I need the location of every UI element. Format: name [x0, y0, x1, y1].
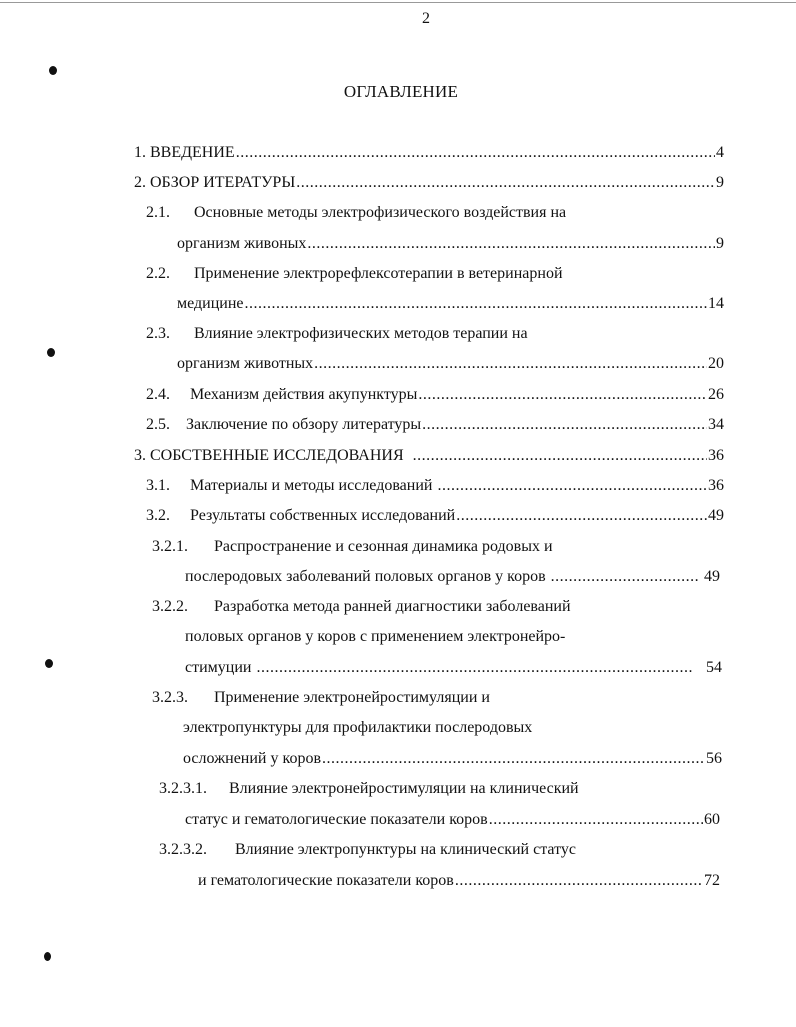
toc-page: 54 [706, 659, 722, 676]
toc-entry-2-3-line1[interactable] [146, 323, 528, 345]
toc-number: 2.1. [146, 204, 170, 221]
leader-dots [236, 142, 715, 164]
toc-entry-3-2-1-line1[interactable] [152, 536, 553, 558]
punch-mark [44, 952, 51, 961]
toc-number: 2.2. [146, 265, 170, 282]
toc-title-cont: статус и гематологические показатели коров [185, 811, 488, 828]
toc-number: 2.3. [146, 325, 170, 342]
toc-number: 3.2.1. [152, 538, 188, 555]
page-title: ОГЛАВЛЕНИЕ [343, 82, 459, 101]
toc-number: 3.1. [146, 477, 170, 494]
toc-page: 9 [716, 235, 724, 252]
toc-entry-2-5[interactable] [146, 414, 724, 436]
toc-page: 72 [704, 872, 720, 889]
toc-entry-3-2-3-2-line1[interactable] [159, 839, 576, 861]
toc-number: 2.5. [146, 416, 170, 433]
toc-page: 36 [708, 447, 724, 464]
toc-entry-2-2-line2[interactable] [177, 293, 724, 315]
leader-dots [245, 293, 707, 315]
toc-title: Распространение и сезонная динамика родовых и [214, 538, 553, 555]
leader-dots [418, 384, 707, 406]
toc-page: 49 [704, 568, 720, 585]
toc-entry-3-2-3-1-line1[interactable] [159, 778, 579, 800]
toc-page: 26 [708, 386, 724, 403]
toc-number: 3.2. [146, 507, 170, 524]
toc-page: 34 [708, 416, 724, 433]
toc-entry-3-2-2-line2[interactable] [185, 626, 565, 648]
toc-entry-3-1[interactable] [146, 475, 724, 497]
toc-page: 56 [706, 750, 722, 767]
toc-title: ОБЗОР ИТЕРАТУРЫ [150, 174, 296, 191]
toc-entry-3-2-3-line2[interactable] [183, 717, 532, 739]
toc-entry-3-2-2-line1[interactable] [152, 596, 571, 618]
toc-title: Применение электрорефлексотерапии в ветеринарной [194, 265, 563, 282]
toc-title: Применение электронейростимуляции и [214, 689, 490, 706]
page-number: 2 [422, 10, 430, 27]
punch-mark [49, 66, 57, 75]
toc-page: 60 [704, 811, 720, 828]
toc-entry-3-2-3-line1[interactable] [152, 687, 490, 709]
toc-number: 3.2.3. [152, 689, 188, 706]
toc-title: Влияние электрофизических методов терапии на [194, 325, 528, 342]
toc-entry-3-2-3-line3[interactable] [183, 748, 722, 770]
toc-title: ВВЕДЕНИЕ [150, 144, 235, 161]
toc-title: Механизм действия акупунктуры [190, 386, 418, 403]
leader-dots [551, 566, 699, 588]
toc-title-cont: послеродовых заболеваний половых органов у коров [185, 568, 546, 585]
toc-entry-2-1-line1[interactable] [146, 202, 566, 224]
toc-entry-3-2[interactable] [146, 505, 724, 527]
leader-dots [422, 414, 707, 436]
toc-title: Влияние электропунктуры на клинический статус [235, 841, 576, 858]
toc-title-cont: организм животных [177, 355, 314, 372]
toc-entry-2-4[interactable] [146, 384, 724, 406]
toc-title-cont: организм живоных [177, 235, 307, 252]
leader-dots [296, 172, 715, 194]
toc-title-cont: медицине [177, 295, 244, 312]
toc-number: 1. [134, 144, 146, 161]
leader-dots [256, 657, 693, 679]
toc-page: 14 [708, 295, 724, 312]
toc-number: 3.2.2. [152, 598, 188, 615]
leader-dots [456, 505, 707, 527]
toc-title-cont: электропунктуры для профилактики послеродовых [183, 719, 533, 736]
toc-title-cont: половых органов у коров с применением электронейро- [185, 628, 566, 645]
toc-entry-3-2-1-line2[interactable] [185, 566, 720, 588]
toc-entry-3-2-2-line3[interactable] [185, 657, 722, 679]
toc-title: Разработка метода ранней диагностики заболеваний [214, 598, 571, 615]
toc-entry-3-2-3-1-line2[interactable] [185, 809, 720, 831]
leader-dots [413, 445, 707, 467]
toc-page: 20 [708, 355, 724, 372]
toc-number: 2.4. [146, 386, 170, 403]
toc-title-cont: и гематологические показатели коров [198, 872, 454, 889]
leader-dots [307, 233, 715, 255]
toc-page: 49 [708, 507, 724, 524]
leader-dots [489, 809, 703, 831]
toc-entry-2-2-line1[interactable] [146, 263, 563, 285]
toc-entry-1[interactable] [134, 142, 724, 164]
toc-page: 4 [716, 144, 724, 161]
toc-title: СОБСТВЕННЫЕ ИССЛЕДОВАНИЯ [150, 447, 404, 464]
toc-number: 2. [134, 174, 146, 191]
toc-page: 9 [716, 174, 724, 191]
toc-title-cont: осложнений у коров [183, 750, 322, 767]
toc-title: Материалы и методы исследований [190, 477, 433, 494]
leader-dots [322, 748, 705, 770]
toc-title-cont: стимуции [185, 659, 252, 676]
toc-title: Основные методы электрофизического воздействия на [194, 204, 567, 221]
toc-title: Заключение по обзору литературы [186, 416, 422, 433]
toc-number: 3. [134, 447, 146, 464]
punch-mark [47, 348, 55, 357]
toc-entry-2[interactable] [134, 172, 724, 194]
toc-entry-2-3-line2[interactable] [177, 353, 724, 375]
toc-entry-3-2-3-2-line2[interactable] [198, 870, 720, 892]
toc-entry-3[interactable] [134, 445, 724, 467]
leader-dots [455, 870, 703, 892]
toc-page: 36 [708, 477, 724, 494]
toc-number: 3.2.3.2. [159, 841, 207, 858]
toc-number: 3.2.3.1. [159, 780, 207, 797]
punch-mark [45, 659, 53, 668]
leader-dots [314, 353, 707, 375]
leader-dots [437, 475, 707, 497]
toc-title: Влияние электронейростимуляции на клинический [229, 780, 579, 797]
toc-title: Результаты собственных исследований [190, 507, 456, 524]
toc-entry-2-1-line2[interactable] [177, 233, 724, 255]
